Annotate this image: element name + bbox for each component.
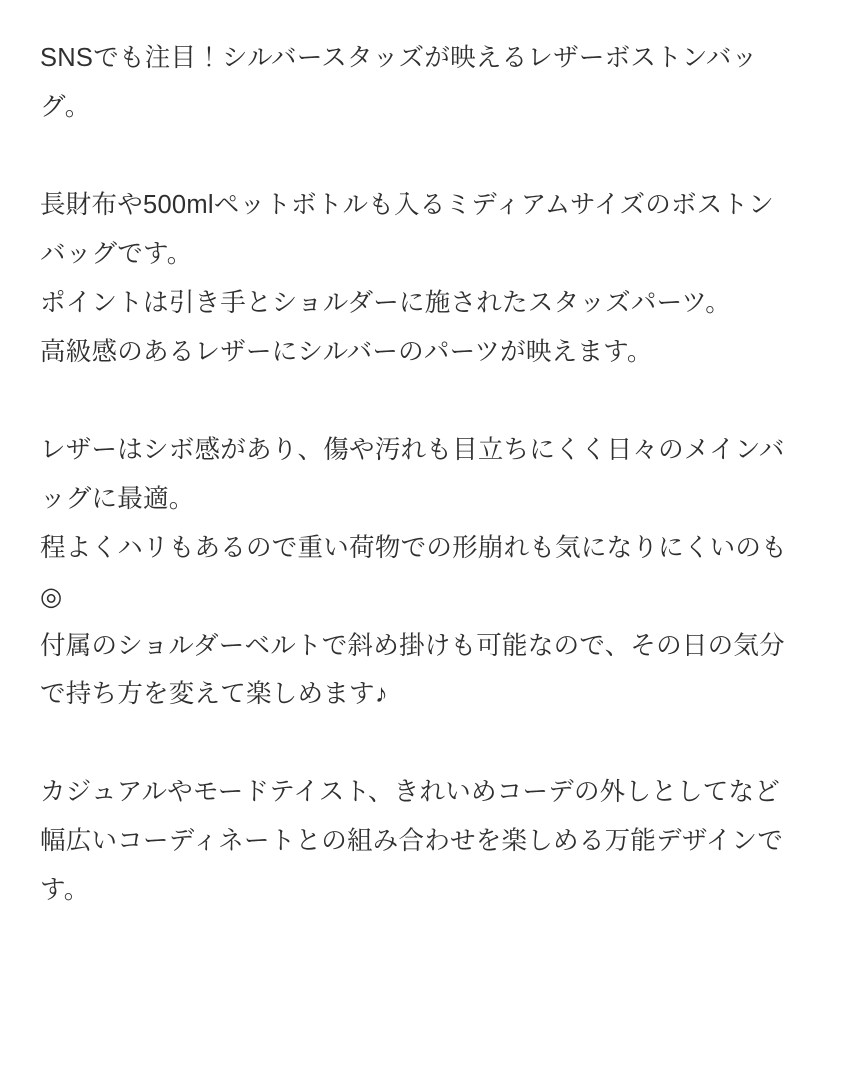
description-line: レザーはシボ感があり、傷や汚れも目立ちにくく日々のメインバッグに最適。 xyxy=(40,435,785,513)
paragraph-size-and-point xyxy=(40,181,789,377)
description-line: カジュアルやモードテイスト、きれいめコーデの外しとしてなど xyxy=(40,778,781,807)
paragraph-gap xyxy=(40,719,789,768)
paragraph-gap xyxy=(40,132,789,181)
description-line: 長財布や500mlペットボトルも入るミディアムサイズのボストンバッグです。 xyxy=(40,190,774,268)
paragraph-styling xyxy=(40,768,789,915)
description-line: 付属のショルダーベルトで斜め掛けも可能なので、その日の気分で持ち方を変えて楽しめます♪ xyxy=(40,631,785,709)
description-line: ポイントは引き手とショルダーに施されたスタッズパーツ。 xyxy=(40,288,732,317)
description-body xyxy=(40,34,789,915)
description-line: 幅広いコーディネートとの組み合わせを楽しめる万能デザインです。 xyxy=(40,827,784,905)
description-line: 高級感のあるレザーにシルバーのパーツが映えます。 xyxy=(40,337,653,366)
paragraph-material-and-usability xyxy=(40,426,789,720)
description-line: 程よくハリもあるので重い荷物での形崩れも気になりにくいのも◎ xyxy=(40,533,787,611)
paragraph-lead: SNSでも注目！シルバースタッズが映えるレザーボストンバッグ。 xyxy=(40,44,758,121)
paragraph-gap xyxy=(40,377,789,426)
